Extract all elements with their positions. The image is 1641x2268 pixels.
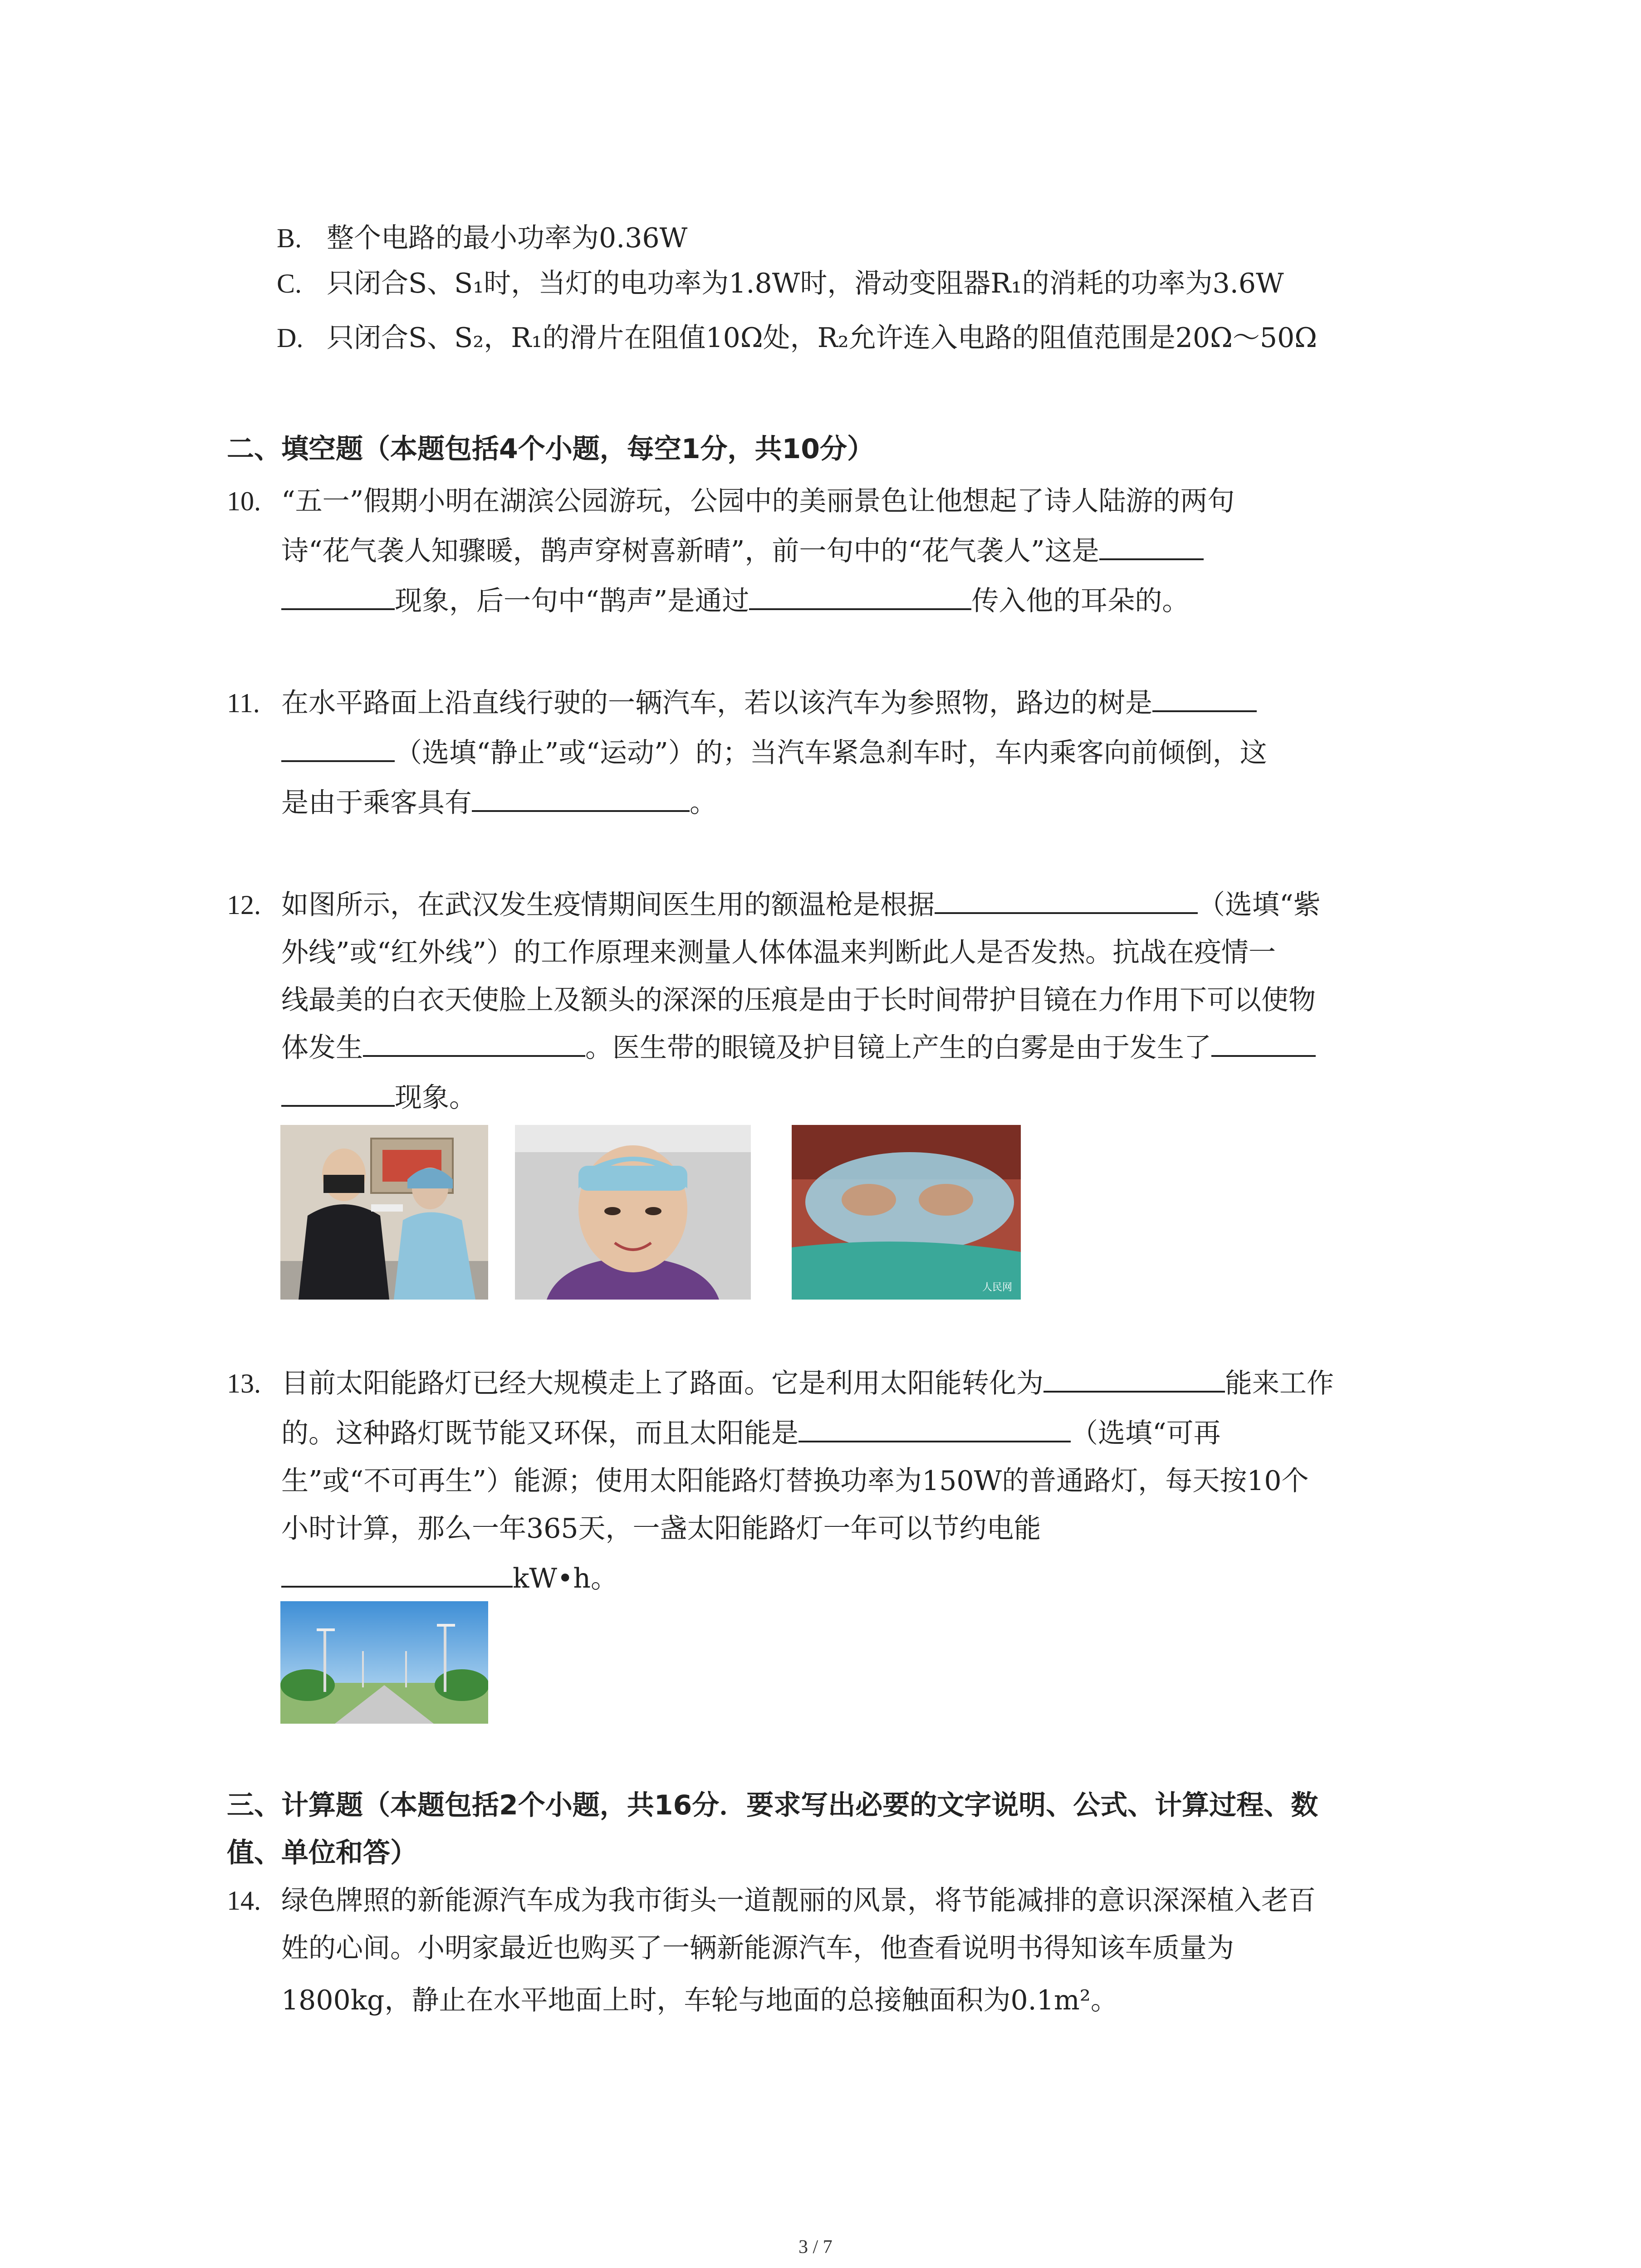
section-3-heading-line-1: 三、计算题（本题包括2个小题，共16分．要求写出必要的文字说明、公式、计算过程、数 bbox=[227, 1789, 1318, 1821]
section-3-heading-line-2: 值、单位和答） bbox=[227, 1837, 417, 1869]
q10-blank-1a[interactable] bbox=[1099, 533, 1204, 560]
q12-blank-1[interactable] bbox=[935, 887, 1198, 914]
option-d: D. 只闭合S、S₂，R₁的滑片在阻值10Ω处，R₂允许连入电路的阻值范围是20Ω～50Ω bbox=[277, 322, 1317, 354]
q13-line-5: kW•h。 bbox=[281, 1560, 618, 1597]
q13-line-4: 小时计算，那么一年365天，一盏太阳能路灯一年可以节约电能 bbox=[281, 1513, 1041, 1545]
q11-blank-1b[interactable] bbox=[281, 735, 395, 762]
q10-blank-1b[interactable] bbox=[281, 583, 395, 610]
q13-line-3: 生”或“不可再生”）能源；使用太阳能路灯替换功率为150W的普通路灯，每天按10个 bbox=[281, 1465, 1309, 1497]
street-lamp-photo bbox=[280, 1601, 488, 1724]
q11-line-1: 在水平路面上沿直线行驶的一辆汽车，若以该汽车为参照物，路边的树是 bbox=[281, 685, 1257, 721]
q11-line-3: 是由于乘客具有 。 bbox=[281, 785, 717, 821]
q10-line-3: 现象，后一句中“鹊声”是通过 传入他的耳朵的。 bbox=[281, 583, 1189, 619]
q12-blank-3b[interactable] bbox=[281, 1080, 395, 1107]
nurse-face-photo bbox=[515, 1125, 751, 1300]
option-c: C. 只闭合S、S₁时，当灯的电功率为1.8W时，滑动变阻器R₁的消耗的功率为3.6W bbox=[277, 268, 1284, 299]
q10-line-2: 诗“花气袭人知骤暖，鹊声穿树喜新晴”，前一句中的“花气袭人”这是 bbox=[281, 533, 1204, 569]
option-b: B. 整个电路的最小功率为0.36W bbox=[277, 222, 688, 254]
q13-blank-3[interactable] bbox=[281, 1560, 513, 1588]
q13-number: 13. bbox=[227, 1369, 261, 1398]
q13-line-1: 目前太阳能路灯已经大规模走上了路面。它是利用太阳能转化为 能来工作 bbox=[281, 1365, 1334, 1402]
page-number: 3 / 7 bbox=[798, 2237, 833, 2258]
q11-blank-2[interactable] bbox=[472, 785, 690, 812]
q13-line-2: 的。这种路灯既节能又环保，而且太阳能是 （选填“可再 bbox=[281, 1415, 1221, 1452]
q12-line-4: 体发生 。医生带的眼镜及护目镜上产生的白雾是由于发生了 bbox=[281, 1030, 1316, 1066]
q12-line-3: 线最美的白衣天使脸上及额头的深深的压痕是由于长时间带护目镜在力作用下可以使物 bbox=[281, 984, 1316, 1016]
goggles-photo bbox=[792, 1125, 1021, 1300]
q10-number: 10. bbox=[227, 486, 261, 516]
q14-line-1: 绿色牌照的新能源汽车成为我市街头一道靓丽的风景，将节能减排的意识深深植入老百 bbox=[281, 1885, 1316, 1916]
q10-line-1: “五一”假期小明在湖滨公园游玩，公园中的美丽景色让他想起了诗人陆游的两句 bbox=[281, 485, 1235, 517]
q14-number: 14. bbox=[227, 1886, 261, 1916]
q11-line-2: （选填“静止”或“运动”）的；当汽车紧急刹车时，车内乘客向前倾倒，这 bbox=[281, 735, 1267, 771]
section-2-heading: 二、填空题（本题包括4个小题，每空1分，共10分） bbox=[227, 433, 874, 465]
q13-blank-1[interactable] bbox=[1043, 1365, 1225, 1393]
q11-number: 11. bbox=[227, 688, 260, 718]
q12-number: 12. bbox=[227, 890, 261, 920]
q14-line-2: 姓的心间。小明家最近也购买了一辆新能源汽车，他查看说明书得知该车质量为 bbox=[281, 1932, 1234, 1964]
q12-line-2: 外线”或“红外线”）的工作原理来测量人体体温来判断此人是否发热。抗战在疫情一 bbox=[281, 937, 1276, 968]
q12-line-5: 现象。 bbox=[281, 1080, 476, 1116]
q12-blank-2[interactable] bbox=[363, 1030, 585, 1057]
q14-line-3: 1800kg，静止在水平地面上时，车轮与地面的总接触面积为0.1m²。 bbox=[281, 1984, 1118, 2016]
q10-blank-2[interactable] bbox=[749, 583, 971, 610]
svg-text:人民网: 人民网 bbox=[982, 1281, 1013, 1293]
q11-blank-1a[interactable] bbox=[1152, 685, 1257, 712]
q12-line-1: 如图所示，在武汉发生疫情期间医生用的额温枪是根据 （选填“紫 bbox=[281, 887, 1321, 923]
q12-blank-3a[interactable] bbox=[1211, 1030, 1316, 1057]
q13-blank-2[interactable] bbox=[798, 1415, 1071, 1442]
temperature-check-photo bbox=[280, 1125, 488, 1300]
